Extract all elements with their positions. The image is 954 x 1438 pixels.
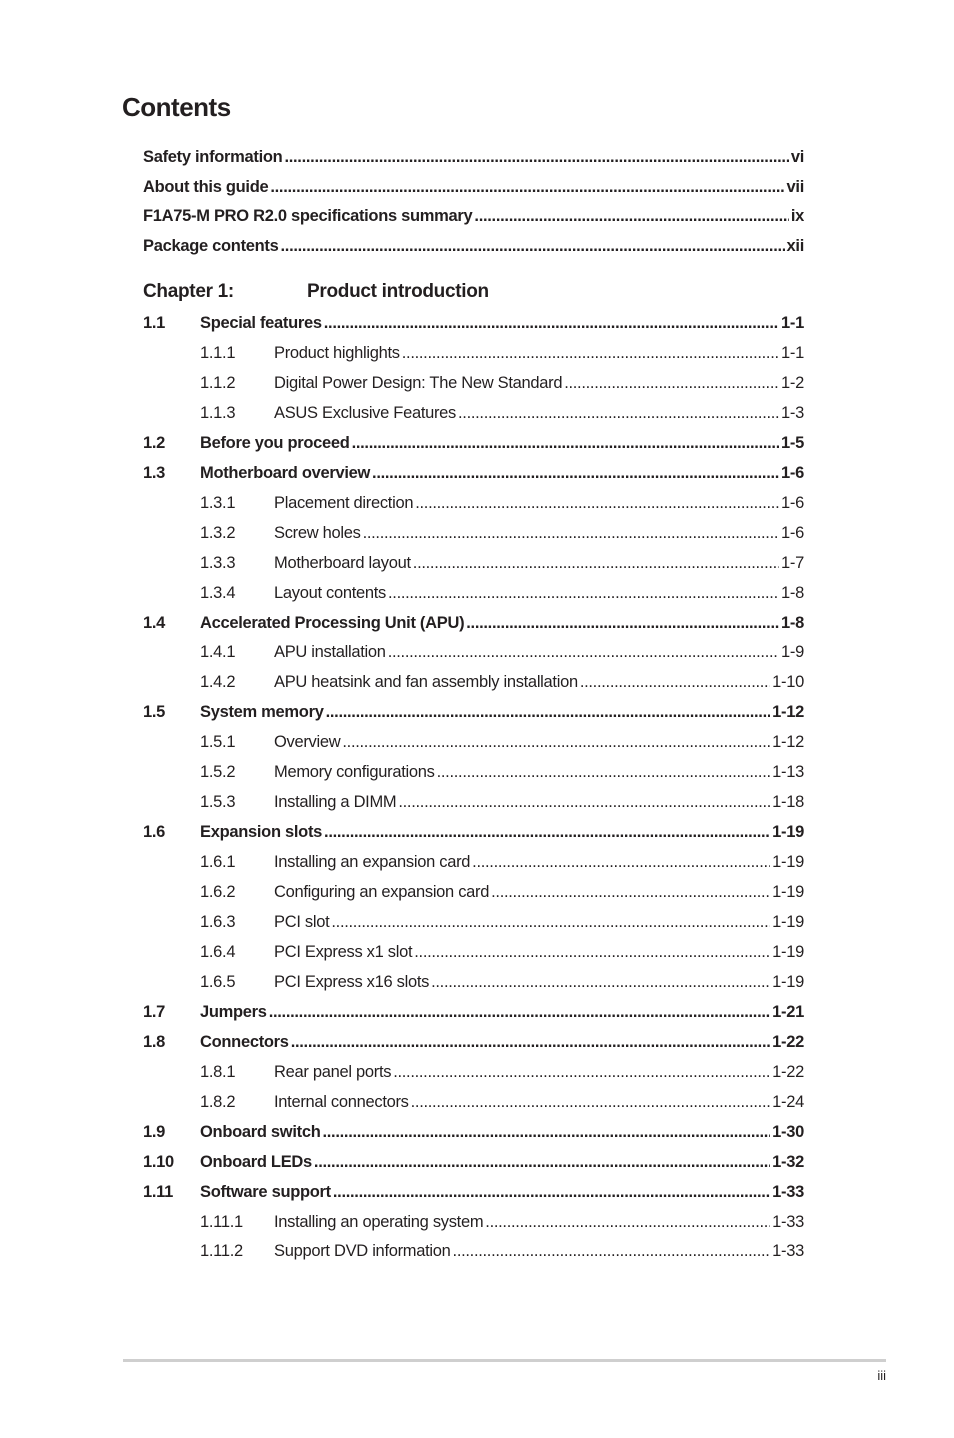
dot-leader [326,701,771,723]
entry-page-number: 1-6 [781,463,804,482]
entry-number: 1.4.2 [200,673,236,692]
dot-leader [324,312,779,334]
entry-page-number: 1-5 [781,433,804,452]
entry-title: Layout contents [274,583,386,602]
entry-number: 1.7 [143,1002,166,1021]
dot-leader [314,1151,770,1173]
entry-number: 1.3.1 [200,493,236,512]
toc-subsection-entry[interactable] [200,791,804,813]
entry-page-number: 1-1 [781,343,804,362]
chapter-label: Chapter 1: [143,281,234,302]
entry-title: Internal connectors [274,1092,409,1111]
footer-page-number: iii [877,1368,886,1383]
entry-page-number: 1-24 [772,1092,804,1111]
entry-number: 1.11 [143,1182,174,1201]
entry-number: 1.6.4 [200,942,236,961]
entry-page-number: 1-32 [772,1152,804,1171]
entry-number: 1.1.3 [200,403,236,422]
entry-page-number: 1-30 [772,1122,804,1141]
entry-page-number: 1-19 [772,972,804,991]
chapter-heading [143,280,489,304]
toc-subsection-entry[interactable] [200,342,804,364]
entry-title: Expansion slots [200,823,323,842]
toc-section-entry[interactable] [143,612,804,634]
entry-title: Installing an operating system [274,1212,484,1231]
toc-subsection-entry[interactable] [200,851,804,873]
entry-page-number: 1-8 [781,613,804,632]
chapter-title: Product introduction [307,281,489,302]
entry-number: 1.4 [143,613,166,632]
toc-subsection-entry[interactable] [200,1240,804,1262]
dot-leader [393,1061,770,1083]
dot-leader [431,971,770,993]
toc-subsection-entry[interactable] [200,731,804,753]
entry-number: 1.5.1 [200,733,236,752]
toc-subsection-entry[interactable] [200,1091,804,1113]
entry-title: Configuring an expansion card [274,883,490,902]
entry-title: PCI slot [274,913,330,931]
entry-title: PCI Express x1 slot [274,942,413,961]
entry-page-number: 1-21 [772,1002,804,1021]
entry-number: 1.10 [143,1152,174,1171]
toc-subsection-entry[interactable] [200,372,804,394]
toc-subsection-entry[interactable] [200,522,804,544]
entry-title: Digital Power Design: The New Standard [274,373,563,392]
entry-title: Screw holes [274,523,361,542]
entry-page-number: 1-3 [781,403,804,422]
entry-number: 1.6.1 [200,853,236,872]
entry-page-number: 1-33 [772,1212,804,1231]
toc-subsection-entry[interactable] [200,671,804,693]
toc-section-entry[interactable] [143,1181,804,1203]
entry-title: PCI Express x16 slots [274,972,430,991]
dot-leader [411,1091,771,1113]
dot-leader [491,881,770,903]
entry-title: Jumpers [200,1002,267,1021]
toc-subsection-entry[interactable] [200,1211,804,1233]
dot-leader [388,582,779,604]
toc-section-entry[interactable] [143,1031,804,1053]
entry-number: 1.5 [143,703,166,722]
entry-number: 1.4.1 [200,643,236,662]
entry-title: Placement direction [274,493,414,512]
front-matter-entry[interactable] [143,146,804,168]
entry-page-number: 1-33 [772,1182,804,1201]
dot-leader [453,1240,771,1262]
toc-subsection-entry[interactable] [200,911,804,933]
toc-section-entry[interactable] [143,1121,804,1143]
toc-section-entry[interactable] [143,312,804,334]
toc-subsection-entry[interactable] [200,492,804,514]
entry-number: 1.3.2 [200,523,236,542]
entry-page-number: 1-6 [781,493,804,512]
entry-page-number: 1-9 [781,643,804,662]
toc-section-entry[interactable] [143,701,804,723]
entry-page-number: 1-12 [772,703,804,722]
entry-title: APU installation [274,643,386,662]
entry-number: 1.6 [143,823,166,842]
entry-page-number: 1-1 [781,314,804,332]
entry-title: Support DVD information [274,1242,451,1261]
toc-subsection-entry[interactable] [200,881,804,903]
toc-section-entry[interactable] [143,462,804,484]
entry-number: 1.6.3 [200,913,236,931]
entry-page-number: 1-19 [772,853,804,872]
entry-number: 1.1.1 [200,343,236,362]
entry-title: Safety information [143,148,283,166]
entry-number: 1.8.2 [200,1092,236,1111]
entry-title: System memory [200,703,324,722]
toc-subsection-entry[interactable] [200,941,804,963]
entry-number: 1.5.2 [200,763,236,782]
dot-leader [485,1211,770,1233]
entry-page-number: 1-19 [772,942,804,961]
entry-title: Rear panel ports [274,1062,392,1081]
front-matter-entry[interactable] [143,235,804,257]
entry-page-number: 1-19 [772,823,804,842]
toc-subsection-entry[interactable] [200,582,804,604]
entry-title: Special features [200,314,322,332]
dot-leader [291,1031,770,1053]
entry-title: Product highlights [274,343,400,362]
dot-leader [284,146,788,168]
toc-section-entry[interactable] [143,821,804,843]
front-matter-entry[interactable] [143,176,804,198]
entry-page-number: 1-22 [772,1062,804,1081]
entry-number: 1.3 [143,463,166,482]
dot-leader [363,522,779,544]
entry-page-number: 1-13 [772,763,804,782]
front-matter-entry[interactable] [143,205,804,227]
entry-number: 1.11.1 [200,1212,243,1231]
entry-page-number: 1-6 [781,523,804,542]
entry-title: Onboard LEDs [200,1152,312,1171]
entry-page-number: 1-18 [772,793,804,812]
entry-number: 1.3.3 [200,553,236,572]
page-title: Contents [122,92,231,122]
dot-leader [372,462,779,484]
toc-section-entry[interactable] [143,1001,804,1023]
entry-page-number: vi [790,148,804,166]
dot-leader [414,941,770,963]
dot-leader [472,851,770,873]
entry-page-number: vii [786,177,804,196]
dot-leader [458,402,779,424]
entry-number: 1.3.4 [200,583,236,602]
entry-title: Motherboard layout [274,553,411,572]
dot-leader [413,552,779,574]
entry-title: ASUS Exclusive Features [274,403,457,422]
entry-number: 1.2 [143,433,166,452]
entry-page-number: ix [790,207,804,226]
entry-page-number: 1-2 [781,373,804,392]
entry-number: 1.8 [143,1032,166,1051]
entry-page-number: 1-19 [772,883,804,902]
toc-subsection-entry[interactable] [200,641,804,663]
entry-title: Memory configurations [274,763,435,782]
entry-page-number: 1-22 [772,1032,804,1051]
entry-number: 1.1 [143,314,166,332]
entry-title: Overview [274,733,341,752]
entry-number: 1.11.2 [200,1242,243,1261]
toc-section-entry[interactable] [143,432,804,454]
toc-section-entry[interactable] [143,1151,804,1173]
dot-leader [331,911,770,933]
dot-leader [269,1001,770,1023]
entry-title: Motherboard overview [200,463,371,482]
dot-leader [342,731,770,753]
dot-leader [415,492,779,514]
entry-number: 1.8.1 [200,1062,236,1081]
entry-page-number: 1-7 [781,553,804,572]
entry-page-number: xii [786,237,804,256]
entry-title: Accelerated Processing Unit (APU) [200,613,465,632]
dot-leader [474,205,788,227]
toc-subsection-entry[interactable] [200,402,804,424]
entry-title: About this guide [143,177,269,196]
dot-leader [352,432,779,454]
entry-title: APU heatsink and fan assembly installation [274,673,578,692]
entry-page-number: 1-12 [772,733,804,752]
dot-leader [580,671,770,693]
toc-subsection-entry[interactable] [200,552,804,574]
dot-leader [281,235,785,257]
toc-subsection-entry[interactable] [200,761,804,783]
entry-title: Package contents [143,237,279,256]
dot-leader [564,372,779,394]
footer-divider [123,1359,886,1362]
entry-title: Connectors [200,1032,289,1051]
entry-number: 1.5.3 [200,793,236,812]
entry-title: Installing a DIMM [274,793,397,812]
entry-page-number: 1-8 [781,583,804,602]
entry-title: Onboard switch [200,1122,321,1141]
entry-page-number: 1-33 [772,1242,804,1261]
toc-subsection-entry[interactable] [200,1061,804,1083]
dot-leader [270,176,784,198]
entry-title: Installing an expansion card [274,853,471,872]
dot-leader [402,342,779,364]
entry-page-number: 1-10 [772,673,804,692]
entry-number: 1.6.2 [200,883,236,902]
dot-leader [398,791,770,813]
dot-leader [333,1181,770,1203]
dot-leader [466,612,779,634]
entry-title: Software support [200,1182,331,1201]
dot-leader [437,761,771,783]
entry-number: 1.1.2 [200,373,236,392]
dot-leader [322,1121,770,1143]
entry-number: 1.9 [143,1122,166,1141]
entry-title: F1A75-M PRO R2.0 specifications summary [143,207,473,226]
entry-number: 1.6.5 [200,972,236,991]
entry-title: Before you proceed [200,433,350,452]
entry-page-number: 1-19 [772,913,804,931]
dot-leader [324,821,770,843]
dot-leader [388,641,779,663]
toc-subsection-entry[interactable] [200,971,804,993]
